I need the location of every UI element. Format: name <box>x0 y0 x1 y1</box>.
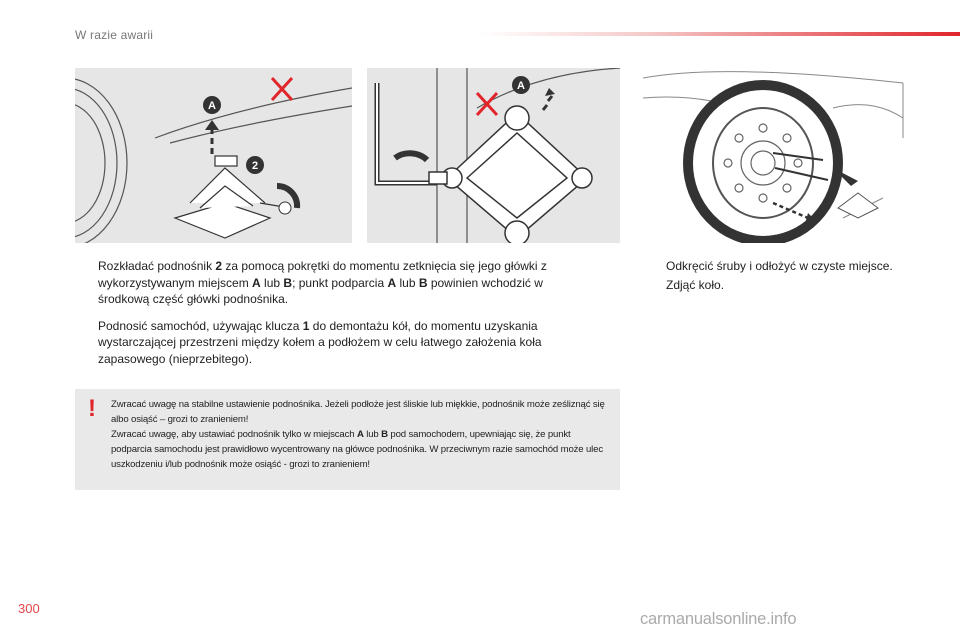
step-bold: A <box>252 275 261 290</box>
page-number: 300 <box>18 601 40 616</box>
warning-paragraph-2 <box>111 427 611 472</box>
warning-exclamation-icon <box>87 395 97 419</box>
step-bold: 1 <box>302 318 310 333</box>
label-a-2: A <box>517 80 525 92</box>
step-text: Odkręcić śruby i odłożyć w czyste miejsce. <box>666 259 893 273</box>
header-accent-bar <box>480 32 960 36</box>
step-text: Zdjąć koło. <box>666 277 725 292</box>
step-text: za pomocą pokrętki do momentu zetknięcia się jego główki z wykorzystywanym miejscem <box>98 259 547 290</box>
step-text: lub <box>260 275 284 290</box>
step-bold: 2 <box>215 259 223 273</box>
illustration-jack-unfolding <box>75 68 352 243</box>
list-item <box>75 258 575 308</box>
list-item <box>643 258 923 275</box>
watermark-link[interactable]: carmanualsonline.info <box>640 610 797 628</box>
warning-box <box>75 389 620 490</box>
step-text: Podnosić samochód, używając klucza <box>98 318 303 333</box>
label-a-1: A <box>208 100 216 112</box>
warning-text-span: Zwracać uwagę, aby ustawiać podnośnik tylko w miejscach <box>111 429 357 440</box>
illustration-wheel-removal <box>643 68 920 243</box>
warning-bold: B <box>381 429 388 440</box>
section-title: W razie awarii <box>75 28 154 42</box>
warning-text <box>111 397 611 472</box>
step-text: do demontażu kół, do momentu uzyskania wystarczającej przestrzeni między kołem a podłożem w celu łatwego założenia koła zapasowego (nieprzebitego). <box>98 318 542 366</box>
step-bold: A <box>387 275 397 290</box>
warning-text-span: lub <box>363 429 382 440</box>
warning-bold: A <box>356 429 364 440</box>
step-bold: B <box>418 275 428 290</box>
list-item <box>643 277 923 294</box>
illustration-jack-lifting <box>367 68 620 243</box>
warning-text-span: pod samochodem, upewniając się, że punkt podparcia samochodu jest prawidłowo wycentrowany na główce podnośnika. W przeciwnym razie samochód może ulec uszkodzeniu i/lub podnośnik może osiąść - grozi to zranieniem! <box>111 429 603 470</box>
step-text: lub <box>396 275 419 290</box>
svg-text:!: ! <box>88 395 96 419</box>
steps-list-left <box>75 258 575 377</box>
warning-paragraph-1: Zwracać uwagę na stabilne ustawienie podnośnika. Jeżeli podłoże jest śliskie lub miękkie, podnośnik może ześliznąć się albo osiąść – grozi to zranieniem! <box>111 399 605 425</box>
step-text: powinien wchodzić w środkową część główki podnośnika. <box>98 275 543 306</box>
step-text: ; punkt podparcia <box>292 275 388 290</box>
step-bold: B <box>283 275 293 290</box>
list-item <box>75 318 575 368</box>
steps-list-right <box>643 258 923 295</box>
step-text: Rozkładać podnośnik <box>98 259 216 273</box>
label-2: 2 <box>251 160 259 172</box>
